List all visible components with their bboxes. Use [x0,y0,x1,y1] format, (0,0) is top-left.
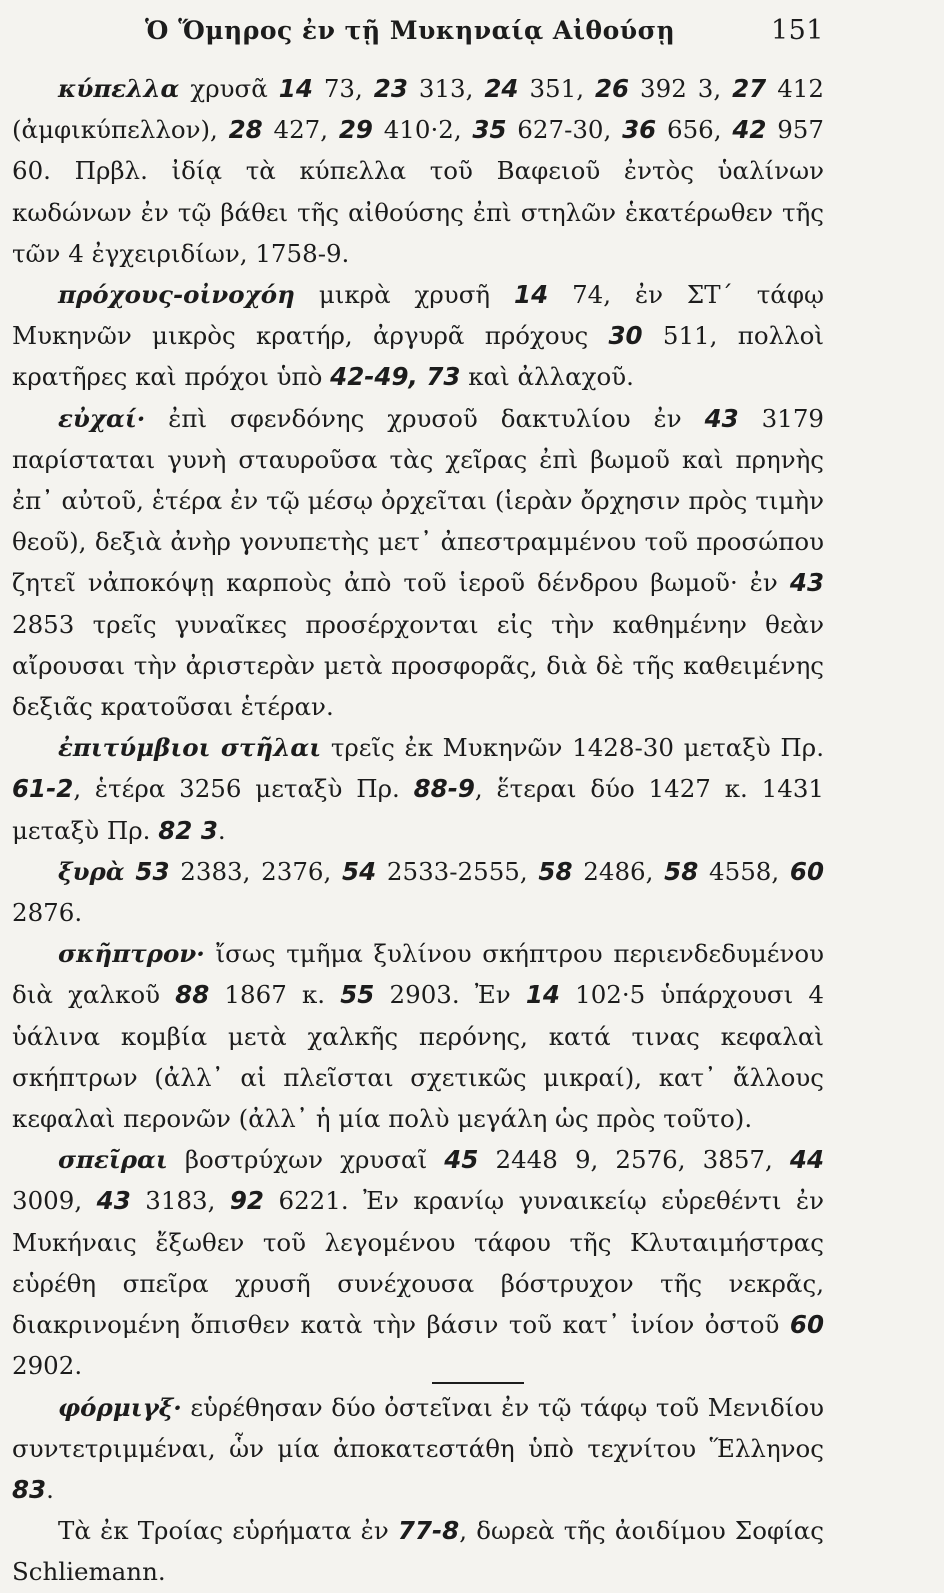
plate-number: 60 [789,856,825,886]
plate-number: 60 [789,1310,824,1340]
plate-number: 58 [538,856,573,886]
plate-number: 27 [732,74,767,103]
plate-number: 42 [732,115,767,145]
entry-text: 2876. [12,898,83,928]
entry-text [125,857,136,886]
entry-text: 74, ἐν ΣΤ΄ τάφῳ Μυκηνῶν μικρὸς κρατήρ, ἀργυρᾶ πρόχους [12,280,824,351]
entry-text: 2383, 2376, [169,856,343,886]
page-body [12,68,824,1593]
plate-number: 82 3 [158,815,218,845]
entry-text: 73, [312,74,374,103]
plate-number: 14 [525,980,560,1010]
plate-number: 30 [608,321,643,351]
entry-text: 102·5 ὑπάρχουσι 4 ὑάλινα κομβία μετὰ χαλκῆς περόνης, κατά τινας κεφαλαὶ σκήπτρων (ἀλλ᾽ αἱ πλεῖσται σχετικῶς μικραί), κατ᾽ ἄλλους κεφαλαὶ περονῶν (ἀλλ᾽ ἡ μία πολὺ μεγάλη ὡς πρὸς τοῦτο). [12,980,824,1134]
entry-text: , ἑτέρα 3256 μεταξὺ Πρ. [73,774,414,804]
entry-text: 2448 9, 2576, 3857, [478,1145,790,1175]
plate-number: 44 [789,1145,824,1175]
entry-paragraph [12,1510,824,1592]
entry-paragraph [12,1387,824,1511]
entry-text: 656, [656,115,733,145]
entry-keyword: σπεῖραι [58,1145,168,1175]
plate-number: 23 [373,74,408,103]
plate-number: 53 [135,856,170,886]
entry-text: 2903. Ἐν [374,980,526,1010]
header-title: Ὁ Ὅμηρος ἐν τῇ Μυκηναίᾳ Αἰθούσῃ [145,15,676,45]
plate-number: 61-2 [12,774,74,804]
entry-text: 3009, [12,1186,97,1216]
plate-number: 24 [484,74,519,103]
entry-keyword: πρόχους-οἰνοχόη [58,280,295,310]
entry-text: 351, [518,74,595,103]
entry-text: Τὰ ἐκ Τροίας εὑρήματα ἐν [58,1516,398,1546]
entry-text: ἐπὶ σφενδόνης χρυσοῦ δακτυλίου ἐν [145,403,705,433]
entry-text: βοστρύχων χρυσαῖ [167,1145,445,1175]
entry-text: 511, πολλοὶ κρατῆρες καὶ πρόχοι ὑπὸ [12,321,824,392]
entry-text: 410·2, [372,115,473,145]
plate-number: 26 [594,74,630,103]
entry-text: 392 3, [629,74,733,103]
entry-text: 3183, [130,1186,230,1216]
entry-keyword: ἐπιτύμβιοι στῆλαι [58,733,322,763]
plate-number: 92 [229,1186,264,1216]
entry-text: καὶ ἀλλαχοῦ. [460,362,634,392]
entry-text: τρεῖς ἐκ Μυκηνῶν 1428-30 μεταξὺ Πρ. [321,733,824,763]
entry-paragraph [12,398,824,728]
entry-paragraph [12,933,824,1139]
entry-text: 412 (ἀμφικύπελλον), [12,74,824,145]
entry-text: , δωρεὰ τῆς ἀοιδίμου Σοφίας Schliemann. [12,1516,825,1587]
entry-text: εὑρέθησαν δύο ὀστεῖναι ἐν τῷ τάφῳ τοῦ Μενιδίου συντετριμμέναι, ὧν μία ἀποκατεστάθη ὑπὸ τεχνίτου Ἕλληνος [12,1392,824,1463]
entry-text: ἴσως τμῆμα ξυλίνου σκήπτρου περιενδεδυμένου διὰ χαλκοῦ [12,939,824,1010]
plate-number: 43 [96,1186,131,1216]
running-header [60,10,824,50]
entry-paragraph [12,68,824,274]
entry-paragraph [12,727,824,851]
entry-keyword: φόρμιγξ· [58,1392,182,1422]
entry-text: μικρὰ χρυσῆ [294,280,515,310]
entry-text: 313, [407,74,485,103]
end-rule [432,1382,524,1384]
plate-number: 36 [622,115,657,145]
plate-number: 83 [12,1474,47,1504]
entry-text: 2486, [572,856,665,886]
plate-number: 14 [514,280,549,310]
entry-text: . [46,1474,54,1504]
entry-text: 1867 κ. [209,980,341,1010]
plate-number: 54 [342,856,377,886]
entry-text: 427, [262,115,339,145]
entry-text: 2853 τρεῖς γυναῖκες προσέρχονται εἰς τὴν καθημένην θεὰν αἴρουσαι τὴν ἀριστερὰν μετὰ προσφορᾶς, διὰ δὲ τῆς καθειμένης δεξιᾶς κρατοῦσαι ἑτέραν. [12,609,824,722]
entry-paragraph [12,851,824,933]
entry-keyword: σκῆπτρον· [58,939,205,969]
plate-number: 14 [278,74,313,103]
entry-keyword: κύπελλα [58,74,180,103]
plate-number: 43 [704,403,739,433]
entry-keyword: εὐχαί· [58,403,146,433]
entry-text: . [217,815,226,845]
entry-text: 6221. Ἐν κρανίῳ γυναικείῳ εὑρεθέντι ἐν Μυκήναις ἔξωθεν τοῦ λεγομένου τάφου τῆς Κλυταιμήστρας εὑρέθη σπεῖρα χρυσῆ συνέχουσα βόστρυχον τῆς νεκρᾶς, διακρινομένη ὄπισθεν κατὰ τὴν βάσιν τοῦ κατ᾽ ἰνίον ὀστοῦ [12,1186,824,1340]
page-number: 151 [770,14,824,46]
plate-number: 35 [472,115,507,145]
entry-text: 4558, [698,856,790,886]
plate-number: 28 [228,115,263,145]
plate-number: 88 [175,980,210,1010]
entry-text: χρυσᾶ [179,74,279,103]
plate-number: 55 [340,980,375,1010]
entry-text: 957 60. Πρβλ. ἰδίᾳ τὰ κύπελλα τοῦ Βαφειοῦ ἐντὸς ὑαλίνων κωδώνων ἐν τῷ βάθει τῆς αἰθούσης ἐπὶ στηλῶν ἑκατέρωθεν τῆς τῶν 4 ἐγχειριδίων, 1758-9. [12,115,824,268]
plate-number: 42-49, 73 [330,362,461,392]
entry-paragraph [12,1139,824,1386]
plate-number: 77-8 [397,1516,460,1546]
plate-number: 45 [444,1145,479,1175]
plate-number: 88-9 [413,774,475,804]
entry-text: , ἕτεραι δύο 1427 κ. 1431 μεταξὺ Πρ. [12,774,825,845]
plate-number: 43 [789,568,824,598]
entry-text: 2533-2555, [376,856,539,886]
entry-paragraph [12,274,824,398]
entry-text: 627-30, [506,115,623,145]
plate-number: 58 [664,856,699,886]
entry-keyword: ξυρὰ [58,856,125,886]
entry-text: 2902. [12,1351,83,1381]
plate-number: 29 [338,115,373,145]
entry-text: 3179 παρίσταται γυνὴ σταυροῦσα τὰς χεῖρας ἐπὶ βωμοῦ καὶ πρηνὴς ἐπ᾽ αὐτοῦ, ἑτέρα ἐν τῷ μέσῳ ὀρχεῖται (ἱερὰν ὄρχησιν πρὸς τιμὴν θεοῦ), δεξιὰ ἀνὴρ γονυπετὴς μετ᾽ ἀπεστραμμένου τοῦ προσώπου ζητεῖ νἀποκόψῃ καρποὺς ἀπὸ τοῦ ἱεροῦ δένδρου βωμοῦ· ἐν [12,403,824,598]
